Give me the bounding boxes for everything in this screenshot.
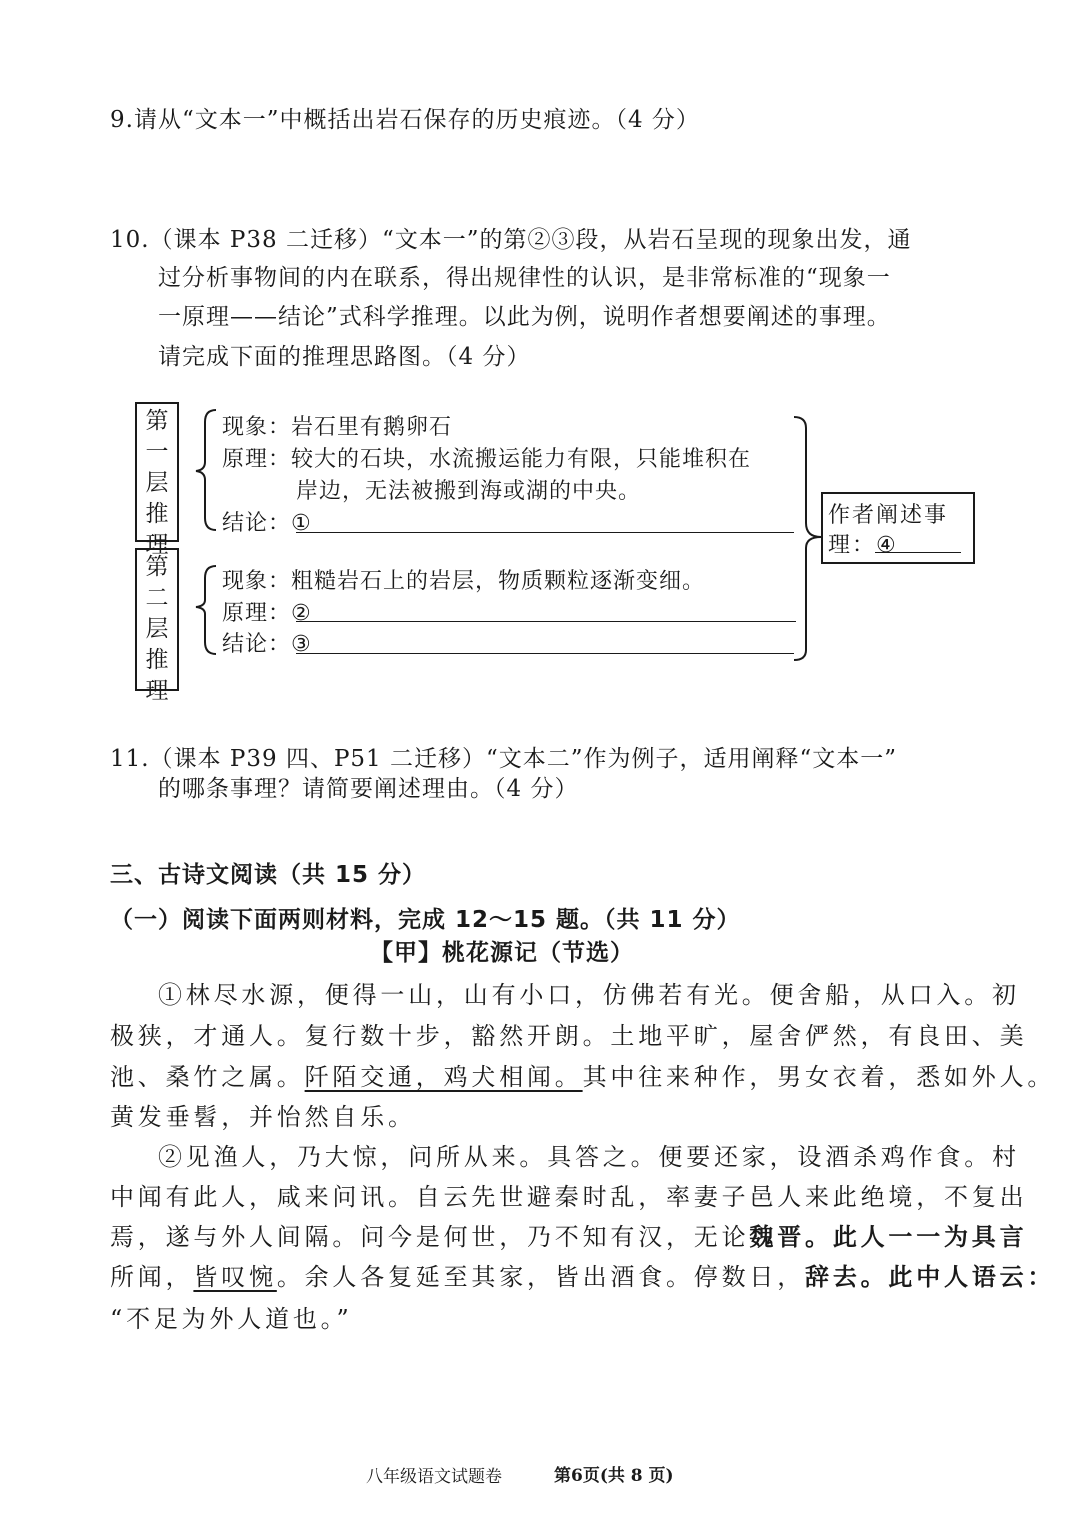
layer2-principle: 原理：②: [222, 601, 312, 626]
passage-text: 池、桑竹之属。: [110, 1063, 305, 1091]
question-10-line4: 请完成下面的推理思路图。（4 分）: [158, 344, 531, 370]
underlined-phrase: 阡陌交通，鸡犬相闻。: [304, 1063, 583, 1091]
layer1-char: 一: [145, 439, 169, 465]
question-11-line2: 的哪条事理？请简要阐述理由。（4 分）: [158, 776, 579, 802]
layer1-char: 层: [145, 470, 169, 496]
question-11-line1: 11.（课本 P39 四、P51 二迁移）“文本二”作为例子，适用阐释“文本一”: [110, 746, 898, 772]
question-10-line1: 10.（课本 P38 二迁移）“文本一”的第②③段，从岩石呈现的现象出发，通: [110, 227, 912, 253]
author-conclusion-box: [821, 492, 975, 564]
underlined-phrase: 皆叹惋: [193, 1263, 277, 1291]
layer1-principle-line1: 原理：较大的石块，水流搬运能力有限，只能堆积在: [222, 447, 752, 472]
passage-title: 【甲】桃花源记（节选）: [370, 940, 634, 966]
answer-blank-3[interactable]: [296, 653, 794, 654]
answer-blank-1[interactable]: [296, 532, 794, 533]
connector-bottom: [806, 537, 821, 548]
layer2-char: 理: [145, 678, 169, 704]
section3-heading: 三、古诗文阅读（共 15 分）: [110, 862, 427, 888]
layer1-char: 理: [145, 532, 169, 558]
layer1-principle-line2: 岸边，无法被搬到海或湖的中央。: [296, 479, 642, 504]
answer-blank-2[interactable]: [296, 621, 796, 622]
question-10-line2: 过分析事物间的内在联系，得出规律性的认识，是非常标准的“现象一: [158, 265, 891, 291]
passage-p1-line1: ①林尽水源，便得一山，山有小口，仿佛若有光。便舍船，从口入。初: [158, 981, 1020, 1009]
passage-text: 焉，遂与外人间隔。问今是何世，乃不知有汉，无论: [110, 1223, 750, 1251]
passage-p1-line4: 黄发垂髫，并怡然自乐。: [110, 1103, 416, 1131]
layer1-char: 第: [145, 408, 169, 434]
left-brace-layer1: [196, 410, 216, 530]
passage-text: 所闻，: [110, 1263, 194, 1291]
question-9: 9.请从“文本一”中概括出岩石保存的历史痕迹。（4 分）: [110, 107, 700, 133]
passage-text: 。余人各复延至其家，皆出酒食。停数日，: [276, 1263, 806, 1291]
passage-p2-line4: [110, 1257, 1055, 1292]
passage-p2-line3: [110, 1217, 1027, 1252]
layer2-char: 层: [145, 616, 169, 642]
layer2-char: 推: [145, 647, 169, 673]
layer2-phenomenon: 现象：粗糙岩石上的岩层，物质颗粒逐渐变细。: [222, 569, 706, 594]
layer2-char: 二: [145, 585, 169, 611]
author-box-line1: 作者阐述事: [828, 503, 949, 528]
bold-phrase: 辞去。此中人语云：: [805, 1262, 1056, 1291]
footer-page-number: 第6页(共 8 页): [554, 1466, 674, 1486]
layer2-char: 第: [145, 554, 169, 580]
passage-p2-line2: 中闻有此人，咸来问讯。自云先世避秦时乱，率妻子邑人来此绝境，不复出: [110, 1183, 1028, 1211]
right-bracket-layer1: [794, 417, 806, 523]
layer1-conclusion: 结论：①: [222, 511, 312, 536]
layer2-conclusion: 结论：③: [222, 632, 312, 657]
question-10-line3: 一原理——结论”式科学推理。以此为例，说明作者想要阐述的事理。: [158, 304, 891, 330]
section3-subheading: （一）阅读下面两则材料，完成 12～15 题。（共 11 分）: [110, 907, 741, 933]
passage-p1-line2: 极狭，才通人。复行数十步，豁然开朗。土地平旷，屋舍俨然，有良田、美: [110, 1022, 1028, 1050]
bold-phrase: 魏晋。: [749, 1222, 833, 1251]
passage-p1-line3: [110, 1057, 1055, 1092]
answer-blank-4[interactable]: [875, 552, 961, 553]
author-box-line2: 理：④: [828, 533, 898, 558]
footer-exam-name: 八年级语文试题卷: [366, 1467, 502, 1487]
left-brace-layer2: [196, 566, 216, 654]
layer1-char: 推: [145, 501, 169, 527]
diagram-brackets: [0, 0, 1080, 720]
connector-top: [806, 523, 821, 537]
layer1-phenomenon: 现象：岩石里有鹅卵石: [222, 415, 453, 440]
passage-p2-line5: “不足为外人道也。”: [110, 1305, 353, 1333]
bold-phrase: 此人一一为具言: [832, 1222, 1028, 1251]
right-bracket-layer2: [794, 548, 806, 660]
passage-text: 其中往来种作，男女衣着，悉如外人。: [582, 1063, 1056, 1091]
passage-p2-line1: ②见渔人，乃大惊，问所从来。具答之。便要还家，设酒杀鸡作食。村: [158, 1143, 1020, 1171]
